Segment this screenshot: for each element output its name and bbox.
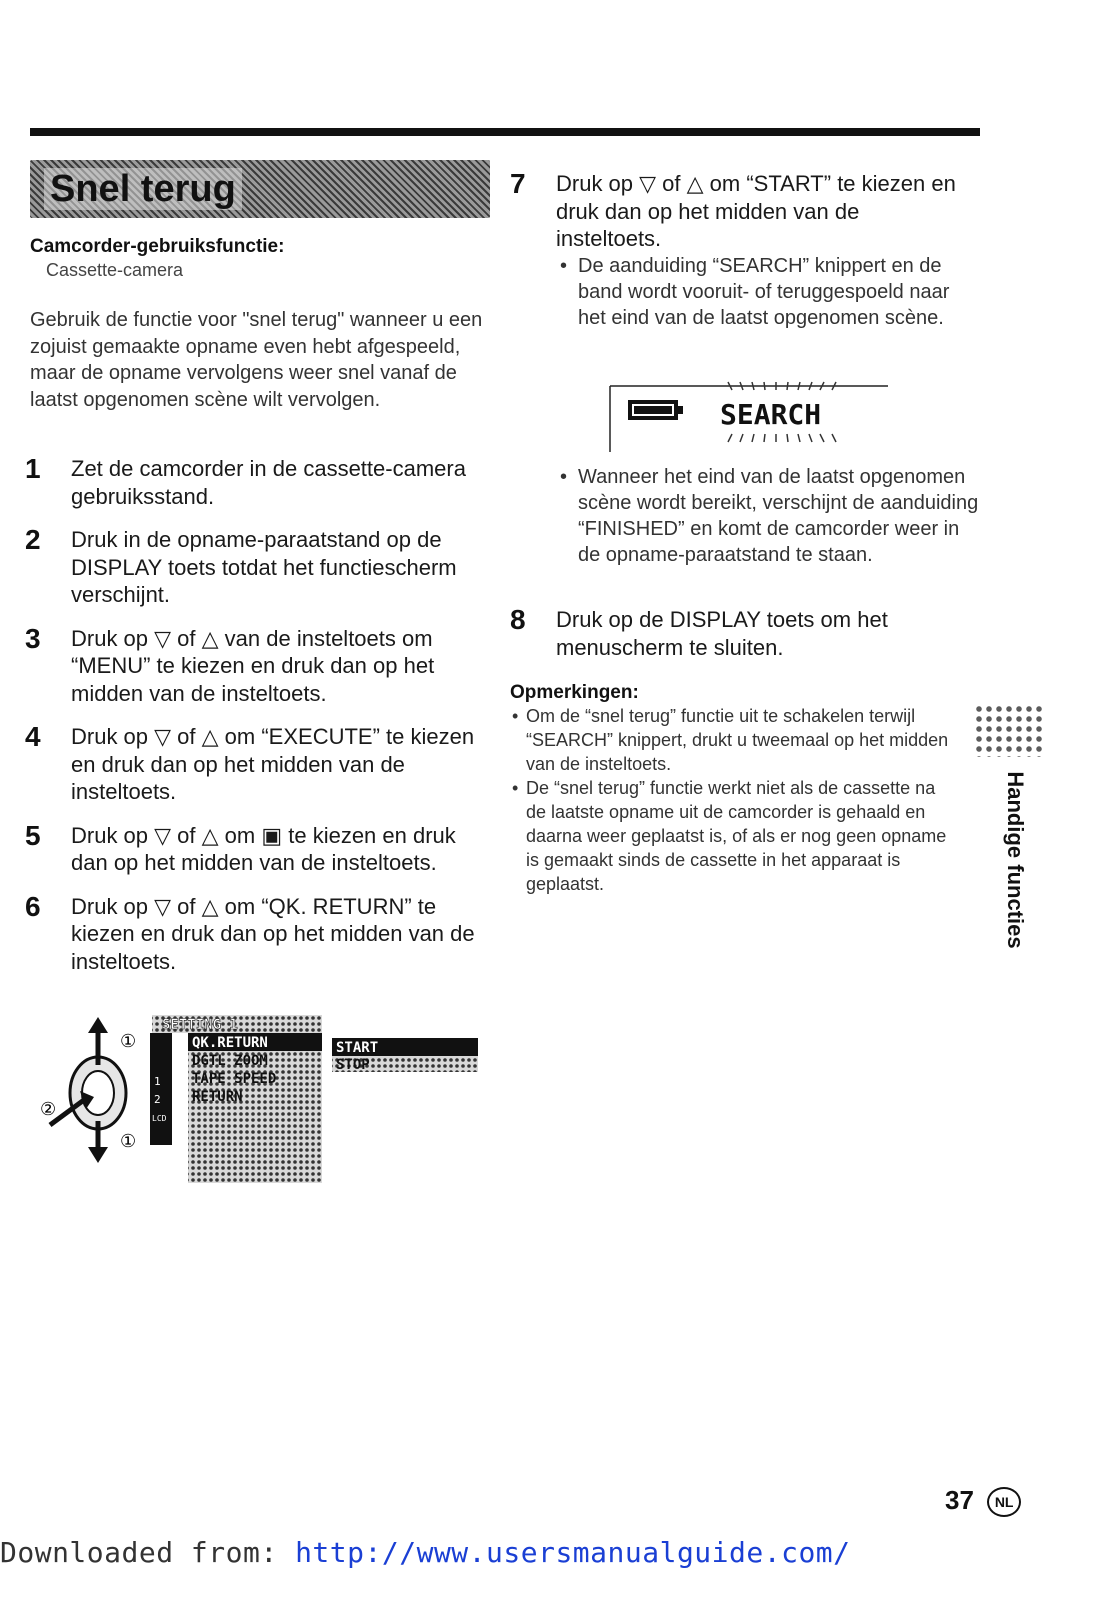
notes-block: [510, 682, 960, 896]
menu-item-tape-speed: TAPE SPEED: [192, 1071, 277, 1087]
step-8-wrap: [510, 606, 970, 661]
step-text: Druk op ▽ of △ om “QK. RETURN” te kiezen en druk dan op het midden van de insteltoets.: [71, 893, 475, 974]
page-number: [945, 1485, 1021, 1517]
joystick-icon: [50, 1017, 126, 1163]
step-number: 6: [25, 890, 41, 922]
icon-label-2: 2: [154, 1093, 161, 1106]
step-text: Druk op de DISPLAY toets om het menuscherm te sluiten.: [556, 607, 888, 660]
side-dot-pattern: [975, 705, 1045, 757]
search-indicator: SEARCH: [720, 398, 822, 431]
callout-2: ②: [40, 1099, 57, 1119]
section-title-banner: [30, 160, 490, 218]
step-number: 2: [25, 524, 41, 555]
language-badge: NL: [987, 1487, 1021, 1517]
intro-paragraph: Gebruik de functie voor "snel terug" wanneer u een zojuist gemaakte opname even hebt afgespeeld, maar de opname vervolgens weer snel vanaf de laatst opgenomen scène wilt vervolgen.: [30, 309, 483, 411]
menu-icon-column: [150, 1033, 172, 1145]
right-column: [510, 170, 970, 331]
step-number: 3: [25, 622, 41, 654]
step-number: 4: [25, 721, 41, 752]
step-number: 8: [510, 604, 526, 635]
side-tab-label: Handige functies: [1003, 771, 1028, 949]
step7-bullet-2: • Wanneer het eind van de laatst opgenomen scène wordt bereikt, verschijnt de aanduiding “FINISHED” en komt de camcorder weer in de opname-paraatstand te staan.: [550, 464, 980, 568]
page-title: Snel terug: [44, 168, 242, 210]
note-item: • Om de “snel terug” functie uit te schakelen terwijl “SEARCH” knippert, drukt u tweemaal op het midden van de insteltoets.: [510, 704, 960, 776]
menu-illustration: [40, 1015, 490, 1185]
menu-item-return: RETURN: [192, 1089, 243, 1105]
step-1: [25, 455, 495, 510]
step-7: [510, 170, 970, 253]
icon-label-lcd: LCD: [152, 1114, 167, 1123]
note-item: • De “snel terug” functie werkt niet als de cassette na de laatste opname uit de camcorder is gehaald en daarna weer geplaatst is, of als er nog geen opname is gemaakt sinds de cassette in het apparaat is geplaatst.: [510, 776, 960, 896]
step-4: [25, 723, 495, 806]
step-number: 7: [510, 168, 526, 199]
step-8: [510, 606, 970, 661]
blink-marks-bottom: [728, 434, 836, 442]
side-tab: [985, 760, 1045, 960]
step-number: 1: [25, 453, 41, 484]
step-5: [25, 819, 495, 877]
step-text: Druk op ▽ of △ van de insteltoets om “MENU” te kiezen en druk dan op het midden van de insteltoets.: [71, 625, 435, 706]
step7-bullet-1: • De aanduiding “SEARCH” knippert en de band wordt vooruit- of teruggespoeld naar het eind van de laatst opgenomen scène.: [550, 253, 970, 331]
step-text: Druk op ▽ of △ om ▣ te kiezen en druk dan op het midden van de insteltoets.: [71, 822, 456, 875]
step-text: Druk op ▽ of △ om “EXECUTE” te kiezen en druk dan op het midden van de insteltoets.: [71, 724, 475, 804]
step7-bullet-2-wrap: [550, 464, 980, 568]
option-stop: STOP: [336, 1057, 370, 1073]
menu-title: SETTING 1: [162, 1017, 238, 1033]
step-number: 5: [25, 819, 41, 851]
search-display: [608, 380, 898, 456]
top-rule: [30, 128, 980, 136]
menu-item-dgtl-zoom: DGTL ZOOM: [192, 1053, 268, 1069]
download-footer: [0, 1536, 851, 1569]
callout-1-top: ①: [120, 1031, 137, 1051]
menu-screen-figure: [40, 1015, 490, 1185]
search-display-graphic: [608, 380, 898, 456]
step-text: Druk op ▽ of △ om “START” te kiezen en druk dan op het midden van de insteltoets.: [556, 171, 956, 251]
intro-block: [30, 236, 490, 413]
battery-icon: [628, 400, 683, 420]
footer-prefix: Downloaded from:: [0, 1536, 296, 1569]
mode-label: Camcorder-gebruiksfunctie:: [30, 236, 285, 257]
steps-list: [25, 455, 495, 991]
menu-item-qk-return: QK.RETURN: [192, 1035, 268, 1051]
step-6: [25, 890, 495, 976]
step-text: Zet de camcorder in de cassette-camera gebruiksstand.: [71, 456, 466, 509]
step-3: [25, 622, 495, 708]
callout-1-bottom: ①: [120, 1131, 137, 1151]
step-2: [25, 526, 495, 609]
option-start: START: [336, 1040, 379, 1056]
icon-label-1: 1: [154, 1075, 161, 1088]
page-number-value: 37: [945, 1485, 974, 1515]
mode-value: Cassette-camera: [46, 260, 184, 280]
footer-link[interactable]: http://www.usersmanualguide.com/: [295, 1536, 851, 1569]
notes-title: Opmerkingen:: [510, 682, 639, 703]
step-text: Druk in de opname-paraatstand op de DISPLAY toets totdat het functiescherm verschijnt.: [71, 527, 457, 607]
